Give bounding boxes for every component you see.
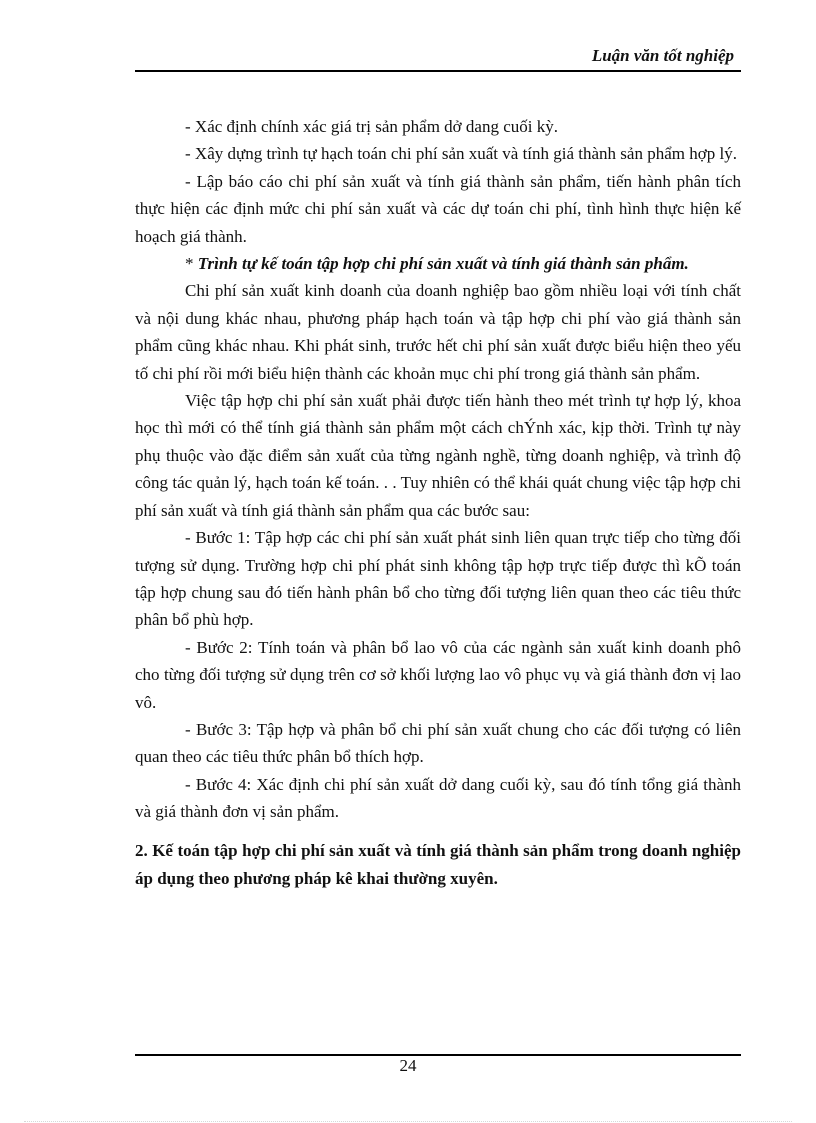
subheading xyxy=(135,250,741,277)
paragraph-3: - Lập báo cáo chi phí sản xuất và tính giá thành sản phẩm, tiến hành phân tích thực hiện các định mức chi phí sản xuất và các dự toán chi phí, tình hình thực hiện kế hoạch giá thành. xyxy=(135,171,741,246)
page-number: 24 xyxy=(399,1056,417,1075)
step-2: - Bước 2: Tính toán và phân bổ lao vô của các ngành sản xuất kinh doanh phô cho từng đối tượng sử dụng trên cơ sở khối lượng lao vô phục vụ và giá thành đơn vị lao vô. xyxy=(135,637,741,712)
section-heading: 2. Kế toán tập hợp chi phí sản xuất và tính giá thành sản phẩm trong doanh nghiệp áp dụng theo phương pháp kê khai thường xuyên. xyxy=(135,840,741,888)
paragraph-2: - Xây dựng trình tự hạch toán chi phí sản xuất và tính giá thành sản phẩm hợp lý. xyxy=(185,144,737,164)
step-1: - Bước 1: Tập hợp các chi phí sản xuất phát sinh liên quan trực tiếp cho từng đối tượng sử dụng. Trường hợp chi phí phát sinh không tập hợp trực tiếp được thì kÕ toán tập hợp chung sau đó tiến hành phân bổ cho từng đối tượng liên quan theo các tiêu thức phân bổ phù hợp. xyxy=(135,528,741,630)
header-rule xyxy=(135,70,741,72)
paragraph-1: - Xác định chính xác giá trị sản phẩm dở dang cuối kỳ. xyxy=(185,117,558,136)
page-edge-divider xyxy=(24,1121,792,1122)
document-body xyxy=(135,113,741,893)
step-4: - Bước 4: Xác định chi phí sản xuất dở dang cuối kỳ, sau đó tính tổng giá thành và giá thành đơn vị sản phẩm. xyxy=(135,774,741,822)
paragraph-5: Việc tập hợp chi phí sản xuất phải được tiến hành theo mét trình tự hợp lý, khoa học thì mới có thể tính giá thành sản phẩm một cách chÝnh xác, kịp thời. Trình tự này phụ thuộc vào đặc điểm sản xuất của từng ngành nghề, từng doanh nghiệp, và trình độ công tác quản lý, hạch toán kế toán. . . Tuy nhiên có thể khái quát chung việc tập hợp chi phí sản xuất và tính giá thành sản phẩm qua các bước sau: xyxy=(135,391,741,520)
paragraph-4: Chi phí sản xuất kinh doanh của doanh nghiệp bao gồm nhiều loại với tính chất và nội dung khác nhau, phương pháp hạch toán và tập hợp chi phí vào giá thành sản phẩm cũng khác nhau. Khi phát sinh, trước hết chi phí sản xuất được biểu hiện theo yếu tố chi phí rồi mới biểu hiện thành các khoản mục chi phí trong giá thành sản phẩm. xyxy=(135,281,741,383)
subheading-text: Trình tự kế toán tập hợp chi phí sản xuất và tính giá thành sản phẩm. xyxy=(197,254,689,274)
subheading-star: * xyxy=(185,254,194,274)
running-header: Luận văn tốt nghiệp xyxy=(591,46,734,65)
step-3: - Bước 3: Tập hợp và phân bổ chi phí sản xuất chung cho các đối tượng có liên quan theo các tiêu thức phân bổ thích hợp. xyxy=(135,719,741,767)
